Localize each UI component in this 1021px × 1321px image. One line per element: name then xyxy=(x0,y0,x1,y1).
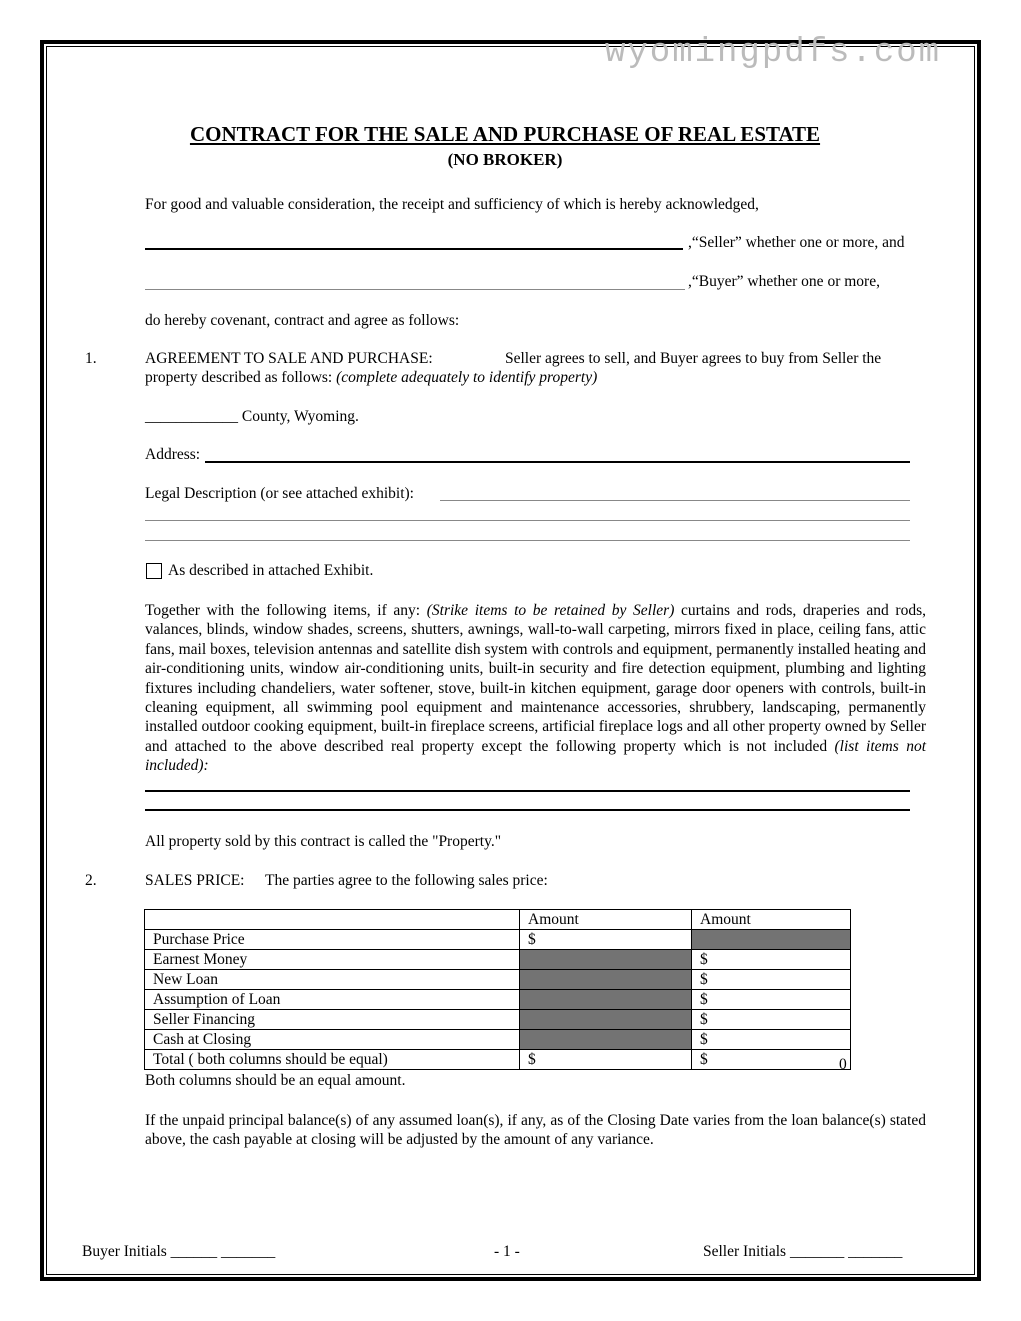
county-line: ____________ County, Wyoming. xyxy=(145,408,359,425)
table-row xyxy=(145,1030,851,1050)
page-number: - 1 - xyxy=(494,1243,520,1260)
excluded-items-line-2[interactable] xyxy=(145,809,910,811)
amount-cell[interactable]: $ xyxy=(520,1050,692,1070)
legal-description-label: Legal Description (or see attached exhibit): xyxy=(145,485,414,502)
shaded-cell xyxy=(520,1010,692,1030)
exhibit-checkbox[interactable] xyxy=(146,563,162,579)
property-note: All property sold by this contract is called the "Property." xyxy=(145,833,502,850)
excluded-items-line-1[interactable] xyxy=(145,790,910,792)
shaded-cell xyxy=(520,950,692,970)
legal-description-field[interactable] xyxy=(440,500,910,501)
equal-amount-note: Both columns should be an equal amount. xyxy=(145,1072,406,1089)
amount-cell[interactable]: $ xyxy=(692,1010,851,1030)
section2-number: 2. xyxy=(85,872,97,889)
row-label: Purchase Price xyxy=(145,930,520,950)
buyer-name-field[interactable] xyxy=(145,289,685,290)
table-header-cell: Amount xyxy=(692,910,851,930)
section1-heading: AGREEMENT TO SALE AND PURCHASE: xyxy=(145,350,433,367)
buyer-label: ,“Buyer” whether one or more, xyxy=(688,273,880,290)
seller-label: ,“Seller” whether one or more, and xyxy=(688,234,905,251)
amount-cell[interactable]: $ xyxy=(692,1050,851,1070)
row-label: Cash at Closing xyxy=(145,1030,520,1050)
row-label: New Loan xyxy=(145,970,520,990)
sales-price-table xyxy=(144,909,851,1070)
address-field[interactable] xyxy=(205,461,910,463)
buyer-initials[interactable]: Buyer Initials ______ _______ xyxy=(82,1243,276,1260)
covenant-text: do hereby covenant, contract and agree as follows: xyxy=(145,312,460,329)
table-header-cell: Amount xyxy=(520,910,692,930)
included-items-paragraph: Together with the following items, if any: (Strike items to be retained by Seller) curtains and rods, draperies and rods, valances, blinds, window shades, screens, shutters, awnings, wall-to-wall carpeting, mirrors fixed in place, ceiling fans, attic fans, mail boxes, television antennas and satellite dish system with controls and equipment, permanently installed heating and air-conditioning units, window air-conditioning units, built-in security and fire detection equipment, plumbing and lighting fixtures including chandeliers, water softener, stove, built-in kitchen equipment, garage door openers with controls, built-in cleaning equipment, all swimming pool equipment and maintenance accessories, shrubbery, landscaping, permanently installed outdoor cooking equipment, built-in fireplace screens, artificial fireplace logs and all other property owned by Seller and attached to the above described real property except the following property which is not included (list items not included): xyxy=(145,602,927,775)
exhibit-label: As described in attached Exhibit. xyxy=(168,562,374,579)
shaded-cell xyxy=(692,930,851,950)
section1-number: 1. xyxy=(85,350,97,367)
table-row xyxy=(145,990,851,1010)
amount-cell[interactable]: $ xyxy=(692,970,851,990)
section2-text: The parties agree to the following sales price: xyxy=(265,872,548,889)
table-row xyxy=(145,1010,851,1030)
amount-cell[interactable]: $ xyxy=(692,990,851,1010)
document-title: CONTRACT FOR THE SALE AND PURCHASE OF REAL ESTATE xyxy=(189,122,821,146)
legal-description-line-2[interactable] xyxy=(145,520,910,521)
variance-paragraph: If the unpaid principal balance(s) of any assumed loan(s), if any, as of the Closing Date varies from the loan balance(s) stated above, the cash payable at closing will be adjusted by the amount of any variance. xyxy=(145,1112,926,1149)
table-row xyxy=(145,930,851,950)
legal-description-line-3[interactable] xyxy=(145,540,910,541)
amount-cell[interactable]: $ xyxy=(692,950,851,970)
table-header-row xyxy=(145,910,851,930)
row-label: Seller Financing xyxy=(145,1010,520,1030)
table-header-cell xyxy=(145,910,520,930)
seller-initials[interactable]: Seller Initials _______ _______ xyxy=(703,1243,903,1260)
shaded-cell xyxy=(520,990,692,1010)
section1-text2: property described as follows: (complete adequately to identify property) xyxy=(145,369,598,386)
row-label: Earnest Money xyxy=(145,950,520,970)
row-label: Assumption of Loan xyxy=(145,990,520,1010)
shaded-cell xyxy=(520,970,692,990)
amount-cell[interactable]: $ xyxy=(520,930,692,950)
total-value: 0 xyxy=(839,1056,847,1073)
section1-text: Seller agrees to sell, and Buyer agrees to buy from Seller the xyxy=(505,350,882,367)
county-field[interactable]: ____________ xyxy=(145,408,238,425)
table-row xyxy=(145,950,851,970)
address-label: Address: xyxy=(145,446,201,463)
table-row xyxy=(145,970,851,990)
section2-heading: SALES PRICE: xyxy=(145,872,245,889)
seller-name-field[interactable] xyxy=(145,248,683,250)
row-label: Total ( both columns should be equal) xyxy=(145,1050,520,1070)
intro-text: For good and valuable consideration, the receipt and sufficiency of which is hereby acknowledged, xyxy=(145,196,759,213)
watermark: wyomingpdfs.com xyxy=(605,34,942,72)
shaded-cell xyxy=(520,1030,692,1050)
amount-cell[interactable]: $ xyxy=(692,1030,851,1050)
document-subtitle: (NO BROKER) xyxy=(447,150,563,169)
table-row xyxy=(145,1050,851,1070)
